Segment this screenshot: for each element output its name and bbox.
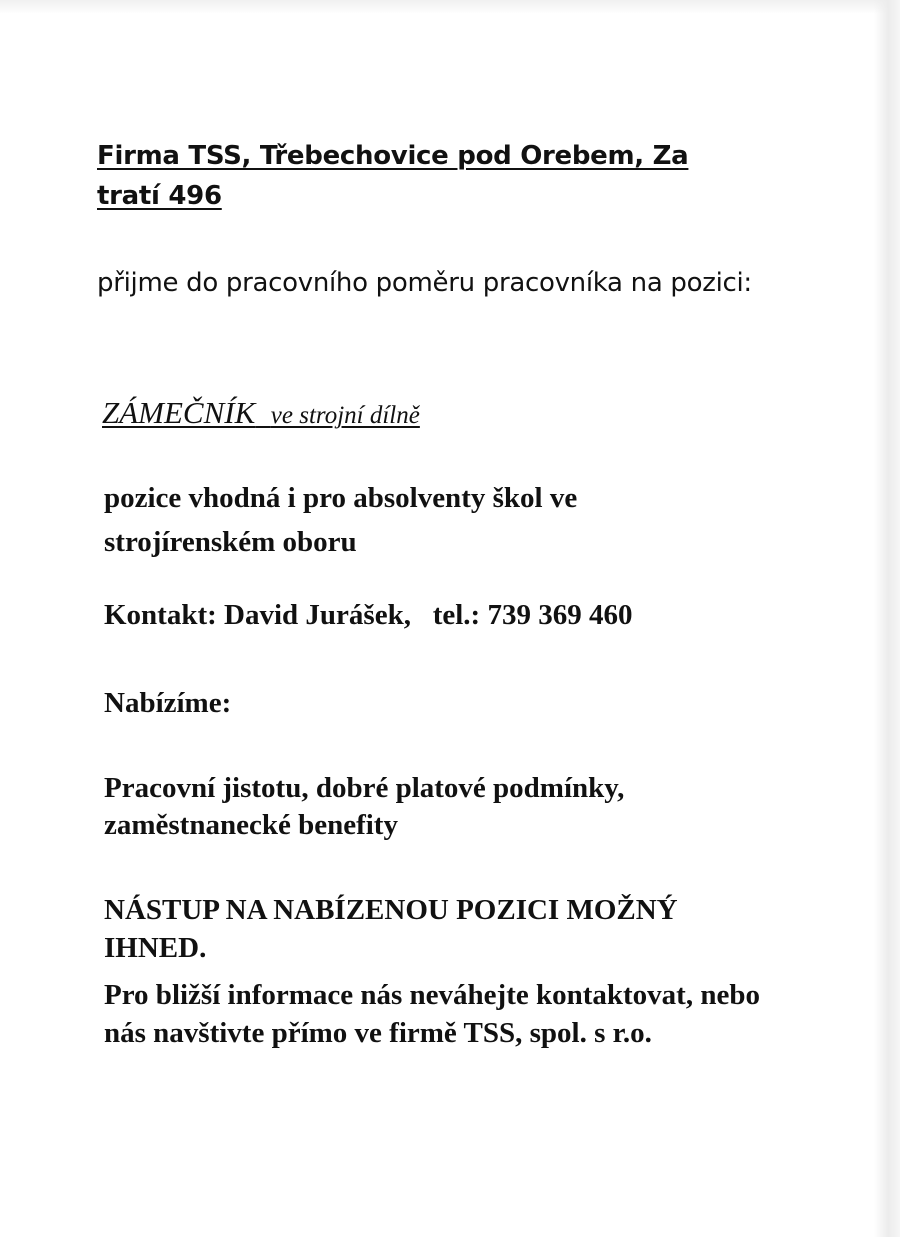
contact-line: Kontakt: David Jurášek, tel.: 739 369 460 bbox=[104, 599, 633, 631]
scan-edge-shadow bbox=[874, 0, 900, 1237]
offer-text: Pracovní jistotu, dobré platové podmínky, zaměstnanecké benefity bbox=[104, 772, 625, 841]
position-detail: ve strojní dílně bbox=[270, 402, 420, 429]
info-text: Pro bližší informace nás neváhejte kontaktovat, nebo nás navštivte přímo ve firmě TSS, spol. s r.o. bbox=[104, 979, 760, 1049]
position-title bbox=[102, 393, 702, 436]
suitability-text: pozice vhodná i pro absolventy škol ve strojírenském oboru bbox=[104, 482, 578, 558]
start-notice: NÁSTUP NA NABÍZENOU POZICI MOŽNÝ IHNED. bbox=[104, 894, 678, 964]
position-main: ZÁMEČNÍK bbox=[102, 395, 256, 430]
scan-top-shadow bbox=[0, 0, 900, 14]
intro-text: přijme do pracovního poměru pracovníka na pozici: bbox=[97, 268, 752, 298]
company-heading: Firma TSS, Třebechovice pod Orebem, Za tratí 496 bbox=[97, 141, 689, 211]
offer-heading: Nabízíme: bbox=[104, 687, 232, 719]
